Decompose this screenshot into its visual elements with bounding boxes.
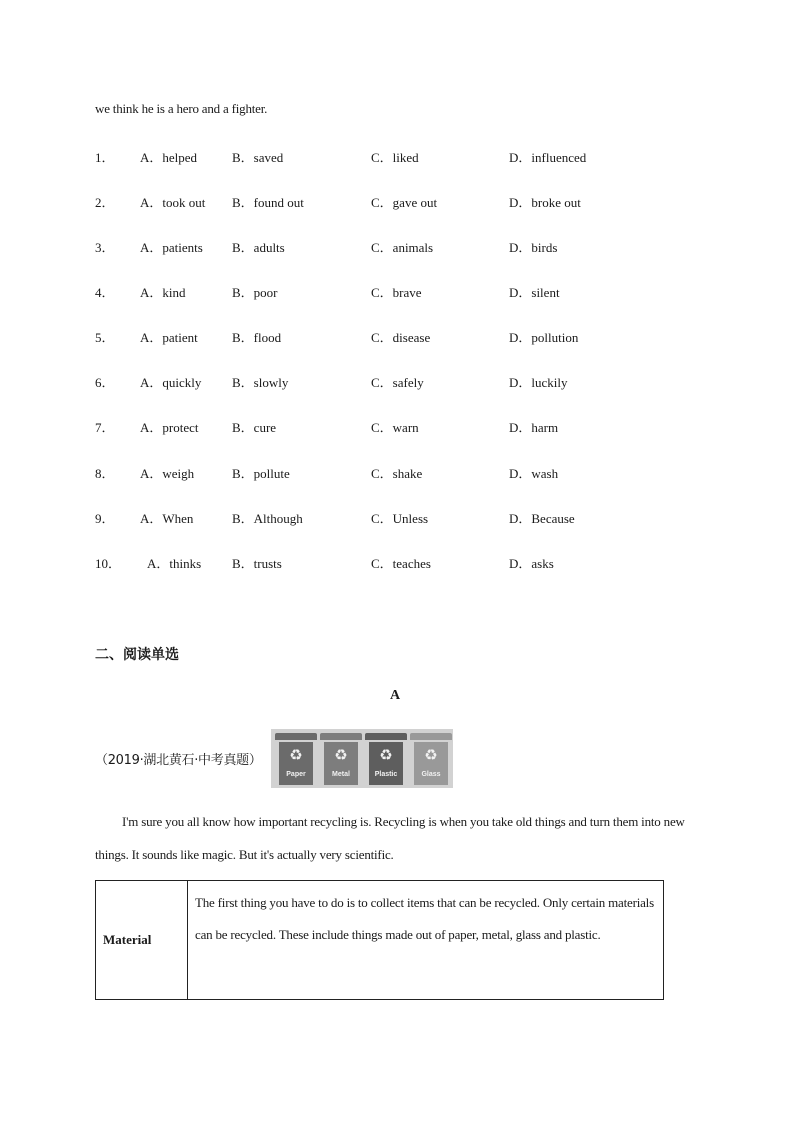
- bin-label: Glass: [421, 771, 441, 778]
- option-a: A．weigh: [140, 466, 195, 481]
- question-number: 5．: [95, 330, 115, 345]
- recycling-bins-image: [271, 729, 453, 788]
- question-number: 7．: [95, 420, 115, 435]
- option-b: B．cure: [232, 420, 277, 435]
- bin-lid: [410, 733, 452, 740]
- option-d: D．Because: [509, 511, 575, 526]
- recycle-icon: ♻: [379, 746, 393, 764]
- option-a: A．When: [140, 511, 194, 526]
- question-number: 9．: [95, 511, 115, 526]
- table-cell-text: The first thing you have to do is to collect items that can be recycled. Only certain materials can be recycled. These include things made out of paper, metal, glass and plastic.: [195, 895, 654, 943]
- option-c: C．warn: [371, 420, 419, 435]
- option-d: D．harm: [509, 420, 559, 435]
- option-a: A．helped: [140, 150, 198, 165]
- option-d: D．birds: [509, 240, 558, 255]
- option-c: C．gave out: [371, 195, 438, 210]
- question-number: 1．: [95, 150, 115, 165]
- option-a: A．quickly: [140, 375, 202, 390]
- recycle-icon: ♻: [334, 746, 348, 764]
- paper-bin: [277, 733, 315, 785]
- question-number: 2．: [95, 195, 115, 210]
- paragraph-text: I'm sure you all know how important recycling is. Recycling is when you take old things and turn them into new things. It sounds like magic. But it's actually very scientific.: [95, 814, 685, 862]
- option-d: D．asks: [509, 556, 554, 571]
- option-c: C．disease: [371, 330, 431, 345]
- option-b: B．poor: [232, 285, 278, 300]
- option-c: C．shake: [371, 466, 423, 481]
- question-row: [95, 508, 715, 528]
- option-a: A．kind: [140, 285, 186, 300]
- question-row: [95, 553, 715, 573]
- question-row: [95, 327, 715, 347]
- option-c: C．Unless: [371, 511, 429, 526]
- question-row: [95, 147, 715, 167]
- option-b: B．Although: [232, 511, 303, 526]
- source-citation: （2019·湖北黄石·中考真题）: [95, 753, 262, 768]
- bin-lid: [320, 733, 362, 740]
- option-b: B．flood: [232, 330, 282, 345]
- question-row: [95, 237, 715, 257]
- option-d: D．broke out: [509, 195, 581, 210]
- glass-bin: [412, 733, 450, 785]
- question-row: [95, 463, 715, 483]
- option-a: A．protect: [140, 420, 199, 435]
- option-c: C．teaches: [371, 556, 431, 571]
- metal-bin: [322, 733, 360, 785]
- intro-text: we think he is a hero and a fighter.: [95, 101, 268, 116]
- option-a: A．patient: [140, 330, 198, 345]
- option-d: D．luckily: [509, 375, 568, 390]
- passage-letter: A: [390, 688, 401, 703]
- bin-label: Metal: [332, 771, 350, 778]
- option-b: B．saved: [232, 150, 284, 165]
- bin-label: Plastic: [374, 771, 398, 778]
- bin-lid: [275, 733, 317, 740]
- option-a: A．patients: [140, 240, 203, 255]
- option-b: B．pollute: [232, 466, 290, 481]
- option-d: D．influenced: [509, 150, 587, 165]
- option-b: B．slowly: [232, 375, 289, 390]
- option-c: C．animals: [371, 240, 434, 255]
- plastic-bin: [367, 733, 405, 785]
- option-c: C．liked: [371, 150, 419, 165]
- option-b: B．found out: [232, 195, 304, 210]
- section-heading: 二、阅读单选: [95, 647, 179, 663]
- recycle-icon: ♻: [424, 746, 438, 764]
- passage-paragraph: [95, 806, 705, 871]
- recycle-icon: ♻: [289, 746, 303, 764]
- material-table: [95, 880, 664, 1000]
- question-row: [95, 192, 715, 212]
- option-b: B．trusts: [232, 556, 282, 571]
- question-number: 3．: [95, 240, 115, 255]
- table-row-label: Material: [96, 881, 188, 999]
- option-c: C．brave: [371, 285, 422, 300]
- question-row: [95, 417, 715, 437]
- question-row: [95, 372, 715, 392]
- option-c: C．safely: [371, 375, 424, 390]
- option-d: D．pollution: [509, 330, 579, 345]
- bin-lid: [365, 733, 407, 740]
- question-number: 6．: [95, 375, 115, 390]
- option-a: A．took out: [140, 195, 206, 210]
- option-d: D．silent: [509, 285, 560, 300]
- option-d: D．wash: [509, 466, 559, 481]
- option-a: A．thinks: [147, 556, 202, 571]
- bin-label: Paper: [286, 771, 306, 778]
- question-number: 10．: [95, 556, 122, 571]
- option-b: B．adults: [232, 240, 285, 255]
- question-number: 4．: [95, 285, 115, 300]
- question-row: [95, 282, 715, 302]
- question-number: 8．: [95, 466, 115, 481]
